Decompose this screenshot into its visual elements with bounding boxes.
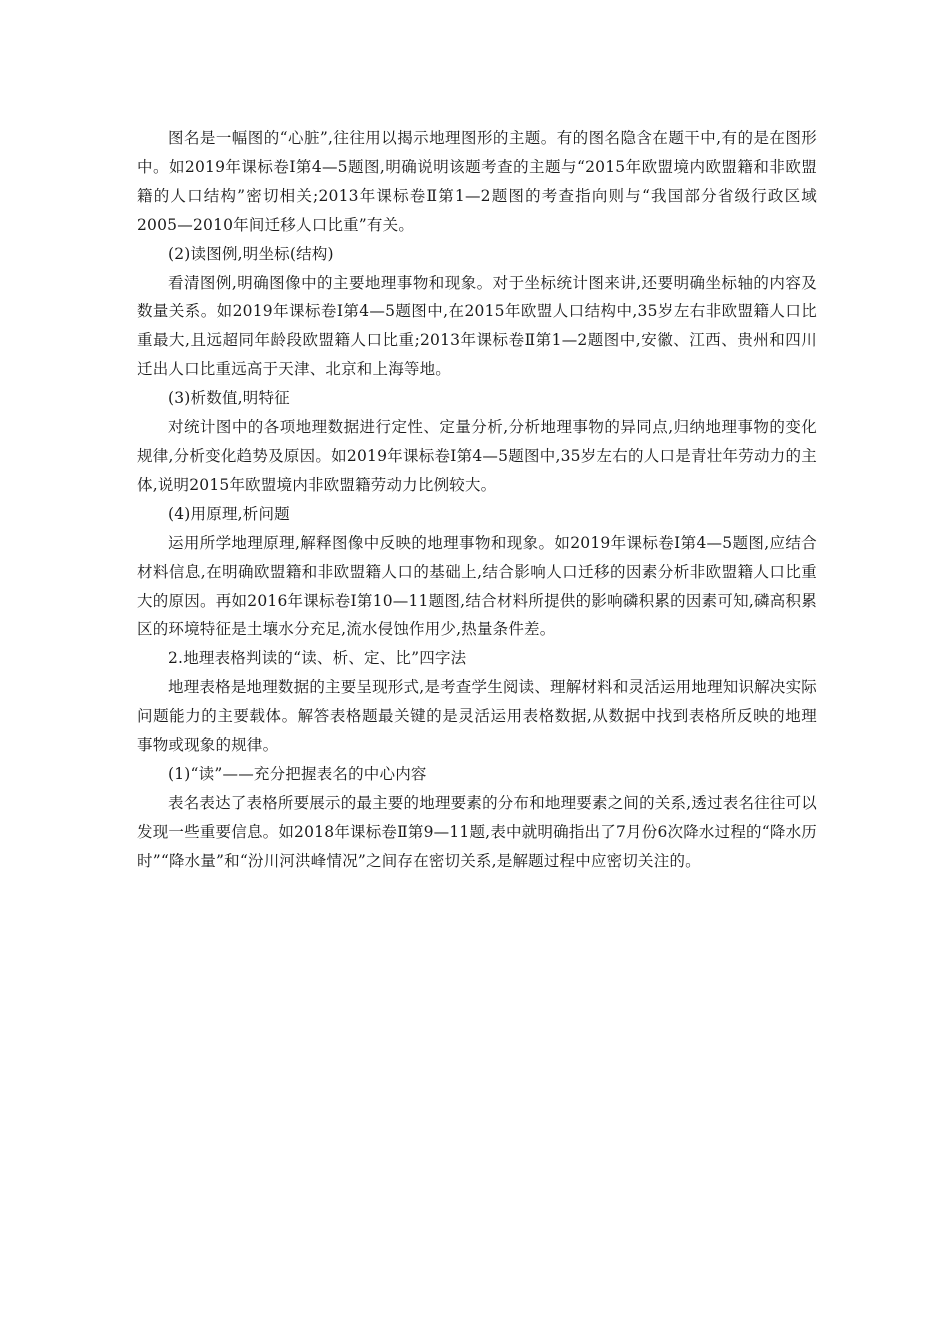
- document-page: [137, 124, 817, 876]
- paragraph-figure-title: 图名是一幅图的“心脏”,往往用以揭示地理图形的主题。有的图名隐含在题干中,有的是在图形中。如2019年课标卷Ⅰ第4—5题图,明确说明该题考查的主题与“2015年欧盟境内欧盟籍和非欧盟籍的人口结构”密切相关;2013年课标卷Ⅱ第1—2题图的考查指向则与“我国部分省级行政区域2005—2010年间迁移人口比重”有关。: [137, 129, 817, 234]
- subheading-analyze-values: (3)析数值,明特征: [168, 389, 290, 408]
- section-heading-table-reading: 2.地理表格判读的“读、析、定、比”四字法: [168, 649, 467, 668]
- paragraph-analyze-values: 对统计图中的各项地理数据进行定性、定量分析,分析地理事物的异同点,归纳地理事物的变化规律,分析变化趋势及原因。如2019年课标卷Ⅰ第4—5题图中,35岁左右的人口是青壮年劳动力的主体,说明2015年欧盟境内非欧盟籍劳动力比例较大。: [137, 418, 817, 494]
- subheading-read-table-title: (1)“读”——充分把握表名的中心内容: [168, 764, 427, 783]
- paragraph-apply-principles: 运用所学地理原理,解释图像中反映的地理事物和现象。如2019年课标卷Ⅰ第4—5题图,应结合材料信息,在明确欧盟籍和非欧盟籍人口的基础上,结合影响人口迁移的因素分析非欧盟籍人口比重大的原因。再如2016年课标卷Ⅰ第10—11题图,结合材料所提供的影响磷积累的因素可知,磷高积累区的环境特征是土壤水分充足,流水侵蚀作用少,热量条件差。: [137, 533, 817, 639]
- paragraph-table-intro: 地理表格是地理数据的主要呈现形式,是考查学生阅读、理解材料和灵活运用地理知识解决实际问题能力的主要载体。解答表格题最关键的是灵活运用表格数据,从数据中找到表格所反映的地理事物或现象的规律。: [137, 678, 817, 755]
- subheading-legend-axes: (2)读图例,明坐标(结构): [168, 244, 334, 263]
- paragraph-legend-axes: 看清图例,明确图像中的主要地理事物和现象。对于坐标统计图来讲,还要明确坐标轴的内容及数量关系。如2019年课标卷Ⅰ第4—5题图中,在2015年欧盟人口结构中,35岁左右非欧盟籍人口比重最大,且远超同年龄段欧盟籍人口比重;2013年课标卷Ⅱ第1—2题图中,安徽、江西、贵州和四川迁出人口比重远高于天津、北京和上海等地。: [137, 273, 817, 379]
- subheading-apply-principles: (4)用原理,析问题: [168, 504, 290, 523]
- paragraph-read-table-title: 表名表达了表格所要展示的最主要的地理要素的分布和地理要素之间的关系,透过表名往往可以发现一些重要信息。如2018年课标卷Ⅱ第9—11题,表中就明确指出了7月份6次降水过程的“降水历时”“降水量”和“汾川河洪峰情况”之间存在密切关系,是解题过程中应密切关注的。: [137, 793, 817, 870]
